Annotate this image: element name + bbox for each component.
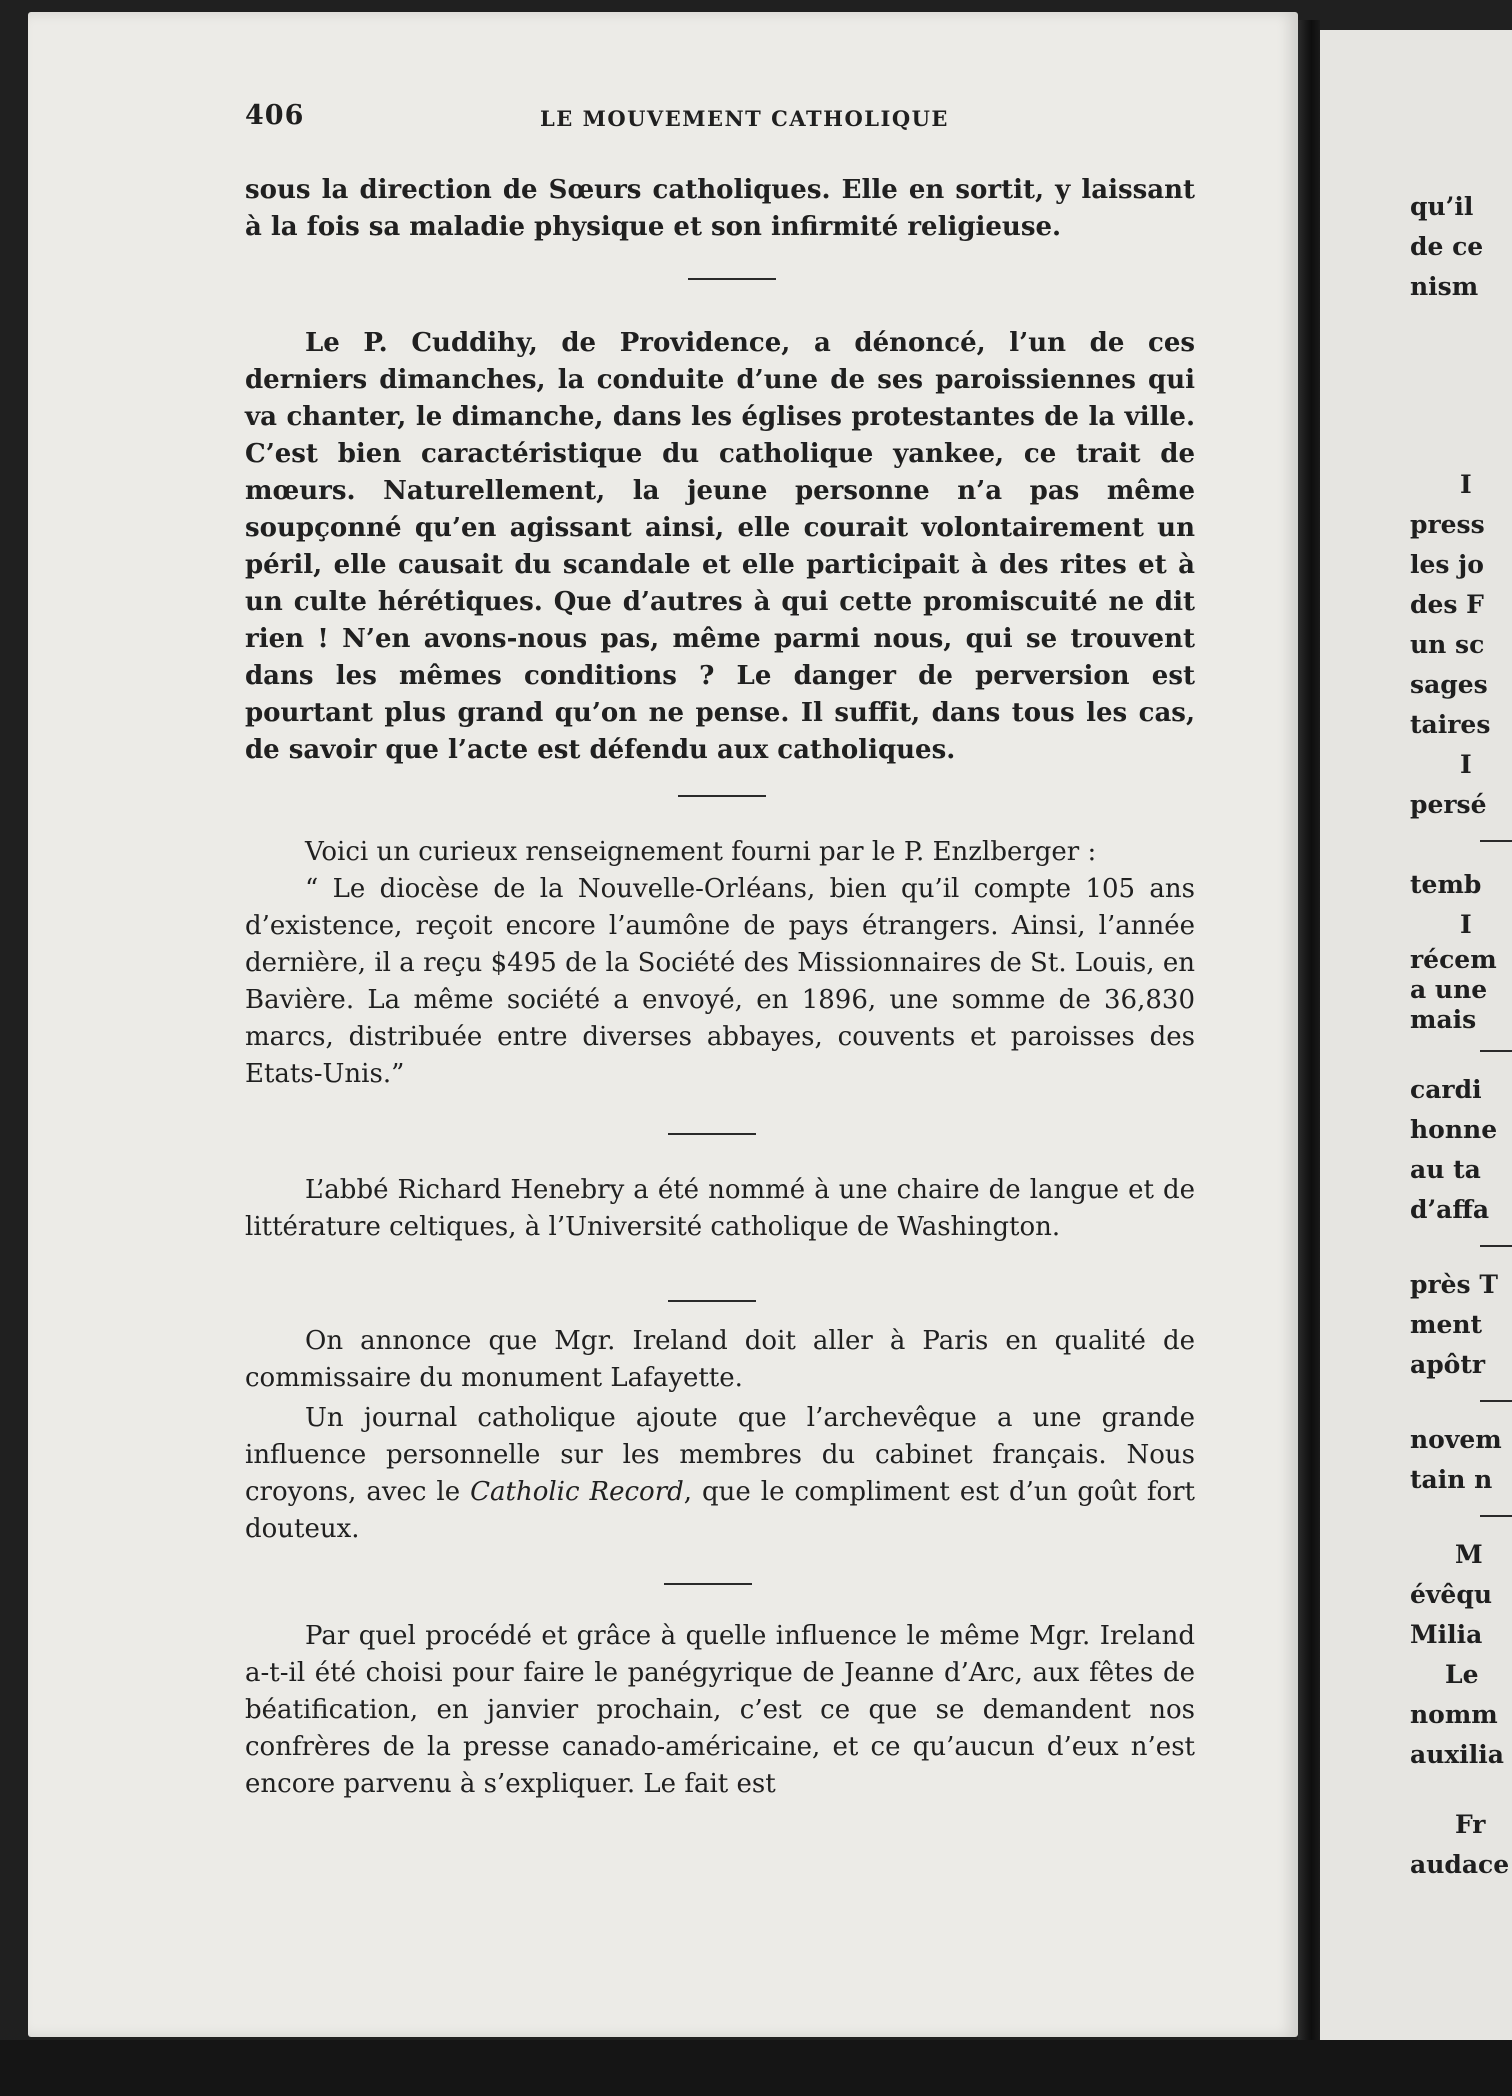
paragraph-cuddihy: Le P. Cuddihy, de Providence, a dénoncé, l’un de ces derniers dimanches, la conduite d’une de ses paroissiennes qui va chanter, le dimanche, dans les églises protestantes de la ville. C’est bien caractéristique du catholique yankee, ce trait de mœurs. Naturellement, la jeune personne n’a pas même soupçonné qu’en agissant ainsi, elle courait volontairement un péril, elle causait du scandale et elle participait à des rites et à un culte hérétiques. Que d’autres à qui cette promiscuité ne dit rien ! N’en avons-nous pas, même parmi nous, qui se trouvent dans les mêmes conditions ? Le danger de perversion est pourtant plus grand qu’on ne pense. Il suffit, dans tous les cas, de savoir que l’acte est défendu aux catholiques. <box>245 328 1195 765</box>
right-fragment: cardi <box>1410 1075 1482 1104</box>
right-separator <box>1480 1515 1512 1517</box>
right-fragment: apôtr <box>1410 1350 1486 1379</box>
paragraph-continuation: sous la direction de Sœurs catholiques. Elle en sortit, y laissant à la fois sa maladie physique et son infirmité religieuse. <box>245 175 1195 242</box>
right-separator <box>1480 1245 1512 1247</box>
paragraph-catholic-record <box>245 1400 1195 1548</box>
right-separator <box>1480 840 1512 842</box>
paragraph-jeanne-darc: Par quel procédé et grâce à quelle influence le même Mgr. Ireland a-t-il été choisi pour faire le panégyrique de Jeanne d’Arc, aux fêtes de béatification, en janvier prochain, c’est ce que se demandent nos confrères de la presse canado-américaine, et ce qu’aucun d’eux n’est encore parvenu à s’expliquer. Le fait est <box>245 1621 1195 1799</box>
paragraph-henebry: L’abbé Richard Henebry a été nommé à une chaire de langue et de littérature celtiques, à l’Université catholique de Washington. <box>245 1175 1195 1242</box>
right-fragment: I <box>1460 470 1472 499</box>
right-fragment: qu’il <box>1410 192 1474 221</box>
record-text-after: , que le compliment est d’un goût fort douteux. <box>245 1477 1195 1544</box>
right-fragment: honne <box>1410 1115 1498 1144</box>
right-fragment: récem <box>1410 945 1497 974</box>
right-fragment: audace <box>1410 1850 1510 1879</box>
right-separator <box>1480 1050 1512 1052</box>
right-fragment: de ce <box>1410 232 1484 261</box>
right-fragment: nism <box>1410 272 1479 301</box>
right-fragment: persé <box>1410 790 1487 819</box>
scan-bottom-edge <box>0 2040 1512 2096</box>
right-fragment: mais <box>1410 1005 1477 1034</box>
right-fragment: taires <box>1410 710 1491 739</box>
page-number: 406 <box>245 100 305 131</box>
paragraph-enzlberger-quote: “ Le diocèse de la Nouvelle-Orléans, bien qu’il compte 105 ans d’existence, reçoit encore l’aumône de pays étrangers. Ainsi, l’année dernière, il a reçu $495 de la Société des Missionnaires de St. Louis, en Bavière. La même société a envoyé, en 1896, une somme de 36,830 marcs, distribuée entre diverses abbayes, couvents et paroisses des Etats-Unis.” <box>245 874 1195 1089</box>
right-fragment: nomm <box>1410 1700 1498 1729</box>
right-fragment: un sc <box>1410 630 1485 659</box>
right-page-edge <box>1320 30 1512 2040</box>
right-fragment: auxilia <box>1410 1740 1504 1769</box>
page-header <box>0 100 1512 140</box>
right-separator <box>1480 1400 1512 1402</box>
record-text-before: Un journal catholique ajoute que l’archevêque a une grande influence personnelle sur les membres du cabinet français. Nous croyons, avec le <box>245 1403 1195 1507</box>
running-title: LE MOUVEMENT CATHOLIQUE <box>540 106 949 131</box>
right-fragment: I <box>1460 750 1472 779</box>
right-fragment: tain n <box>1410 1465 1493 1494</box>
section-separator <box>664 1583 752 1585</box>
paragraph-ireland-paris: On annonce que Mgr. Ireland doit aller à Paris en qualité de commissaire du monument Lafayette. <box>245 1326 1195 1393</box>
right-fragment: sages <box>1410 670 1488 699</box>
section-separator <box>668 1133 756 1135</box>
right-fragment: ment <box>1410 1310 1483 1339</box>
right-fragment: Milia <box>1410 1620 1483 1649</box>
right-fragment: I <box>1460 910 1472 939</box>
record-title-italic: Catholic Record <box>470 1477 684 1507</box>
right-fragment: les jo <box>1410 550 1484 579</box>
right-fragment: Fr <box>1455 1810 1486 1839</box>
section-separator <box>668 1300 756 1302</box>
right-fragment: temb <box>1410 870 1482 899</box>
right-fragment: novem <box>1410 1425 1502 1454</box>
right-fragment: au ta <box>1410 1155 1481 1184</box>
section-separator <box>678 795 766 797</box>
right-fragment: d’affa <box>1410 1195 1490 1224</box>
section-separator <box>688 278 776 280</box>
right-fragment: a une <box>1410 975 1488 1004</box>
right-fragment: évêqu <box>1410 1580 1492 1609</box>
right-fragment: Le <box>1445 1660 1479 1689</box>
book-gutter <box>1298 20 1320 2080</box>
right-fragment: des F <box>1410 590 1484 619</box>
right-fragment: près T <box>1410 1270 1498 1299</box>
right-fragment: press <box>1410 510 1485 539</box>
paragraph-enzlberger-intro: Voici un curieux renseignement fourni par le P. Enzlberger : <box>305 837 1097 867</box>
right-fragment: M <box>1455 1540 1483 1569</box>
